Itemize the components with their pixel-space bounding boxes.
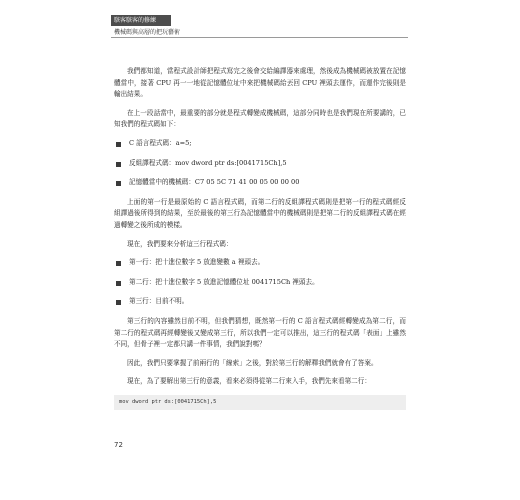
- list-item-text: 第一行：把十進位數字 5 放進變數 a 裡頭去。: [129, 258, 265, 267]
- list-item: [114, 158, 406, 170]
- list-item: [114, 257, 406, 269]
- paragraph: 第三行的內容雖然目前不明，但我們猜想，既然第一行的 C 語言程式碼經轉變成為第二行，而第二行的程式碼再經轉變後又變成第三行，所以我們一定可以推出，這三行的程式碼「表面」上雖然不同，但骨子裡一定都只講一件事情，我們說對嗎？: [114, 316, 406, 349]
- square-bullet-icon: [116, 300, 121, 305]
- list-item: [114, 296, 406, 308]
- paragraph: 我們都知道，當程式設計師把程式寫完之後會交給編譯器來處理，然後成為機械碼被放置在記憶體當中，接著 CPU 再一一地從記憶體位址中來把機械碼給丟回 CPU 裡頭去運作，而運作完後則是輸出結果。: [114, 67, 406, 99]
- chapter-tab: 駭客駭客的修練: [111, 15, 171, 26]
- square-bullet-icon: [116, 281, 121, 286]
- list-item: [114, 138, 406, 150]
- paragraph: 現在，為了要解出第三行的意義，看來必須得從第二行來入手，我們先來看第二行：: [127, 377, 371, 386]
- list-item-text: 記憶體當中的機械碼：C7 05 5C 71 41 00 05 00 00 00: [129, 178, 300, 187]
- list-item: [114, 177, 406, 189]
- paragraph: 現在，我們要來分析這三行程式碼：: [127, 239, 233, 248]
- page-body: [114, 66, 406, 410]
- paragraph: 因此，我們只要掌握了前兩行的「線索」之後，對於第三行的解釋我們就會有了答案。: [127, 358, 378, 367]
- square-bullet-icon: [116, 162, 121, 167]
- paragraph: 在上一段話當中，最重要的部分就是程式轉變成機械碼，這部分同時也是我們現在所要講的，已知我們的程式碼如下：: [114, 108, 406, 129]
- code-block: mov dword ptr ds:[0041715Ch],5: [114, 395, 406, 410]
- header-divider: [111, 37, 408, 38]
- list-item-text: 第二行：把十進位數字 5 放進記憶體位址 0041715Ch 裡頭去。: [129, 277, 319, 286]
- list-item: [114, 277, 406, 289]
- square-bullet-icon: [116, 261, 121, 266]
- paragraph: 上面的第一行是最原始的 C 語言程式碼，而第二行的反組譯程式碼則是把第一行的程式碼經反組譯過後所得到的結果，至於最後的第三行為記憶體當中的機械碼則是把第二行的反組譯程式碼在經過轉變之後所成的模樣。: [114, 197, 406, 229]
- square-bullet-icon: [116, 142, 121, 147]
- list-item-text: C 語言程式碼：a=5;: [129, 138, 192, 147]
- list-item-text: 反組譯程式碼：mov dword ptr ds:[0041715Ch],5: [129, 158, 287, 167]
- page-number: 72: [114, 441, 123, 449]
- chapter-subtitle: 機械碼與高層的把玩藝術: [114, 29, 181, 36]
- square-bullet-icon: [116, 181, 121, 186]
- list-item-text: 第三行：目前不明。: [129, 297, 189, 306]
